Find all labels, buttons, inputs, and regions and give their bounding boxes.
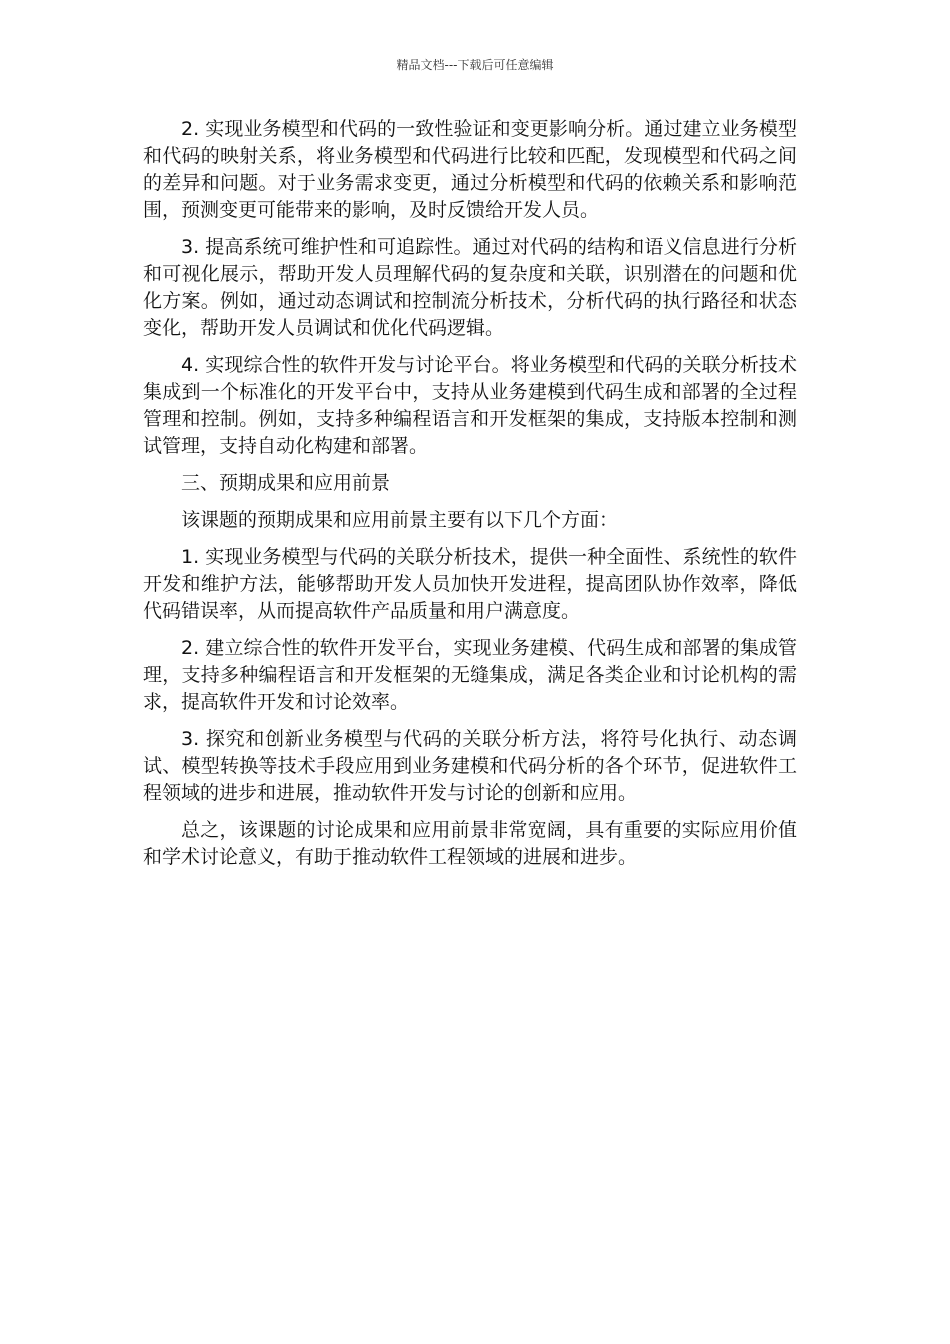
paragraph-result-3: 3. 探究和创新业务模型与代码的关联分析方法，将符号化执行、动态调试、模型转换等技术手段应用到业务建模和代码分析的各个环节，促进软件工程领域的进步和进展，推动软件开发与讨论的创新和应用。 [143, 728, 797, 804]
paragraph-point-4-platform: 4. 实现综合性的软件开发与讨论平台。将业务模型和代码的关联分析技术集成到一个标准化的开发平台中，支持从业务建模到代码生成和部署的全过程管理和控制。例如，支持多种编程语言和开发框架的集成，支持版本控制和测试管理，支持自动化构建和部署。 [143, 354, 797, 457]
paragraph-conclusion: 总之，该课题的讨论成果和应用前景非常宽阔，具有重要的实际应用价值和学术讨论意义，有助于推动软件工程领域的进展和进步。 [143, 819, 797, 868]
paragraph-point-3-maintainability: 3. 提高系统可维护性和可追踪性。通过对代码的结构和语义信息进行分析和可视化展示，帮助开发人员理解代码的复杂度和关联，识别潜在的问题和优化方案。例如，通过动态调试和控制流分析技术，分析代码的执行路径和状态变化，帮助开发人员调试和优化代码逻辑。 [143, 236, 797, 339]
document-body [143, 116, 797, 881]
paragraph-point-2-consistency: 2. 实现业务模型和代码的一致性验证和变更影响分析。通过建立业务模型和代码的映射关系，将业务模型和代码进行比较和匹配，发现模型和代码之间的差异和问题。对于业务需求变更，通过分析模型和代码的依赖关系和影响范围，预测变更可能带来的影响，及时反馈给开发人员。 [143, 118, 797, 221]
paragraph-intro: 该课题的预期成果和应用前景主要有以下几个方面： [181, 509, 619, 531]
paragraph-result-1: 1. 实现业务模型与代码的关联分析技术，提供一种全面性、系统性的软件开发和维护方法，能够帮助开发人员加快开发进程，提高团队协作效率，降低代码错误率，从而提高软件产品质量和用户满意度。 [143, 546, 797, 622]
paragraph-result-2: 2. 建立综合性的软件开发平台，实现业务建模、代码生成和部署的集成管理，支持多种编程语言和开发框架的无缝集成，满足各类企业和讨论机构的需求，提高软件开发和讨论效率。 [143, 637, 797, 713]
section-heading-expected-results: 三、预期成果和应用前景 [181, 472, 391, 494]
page-header: 精品文档---下载后可任意编辑 [396, 58, 554, 72]
